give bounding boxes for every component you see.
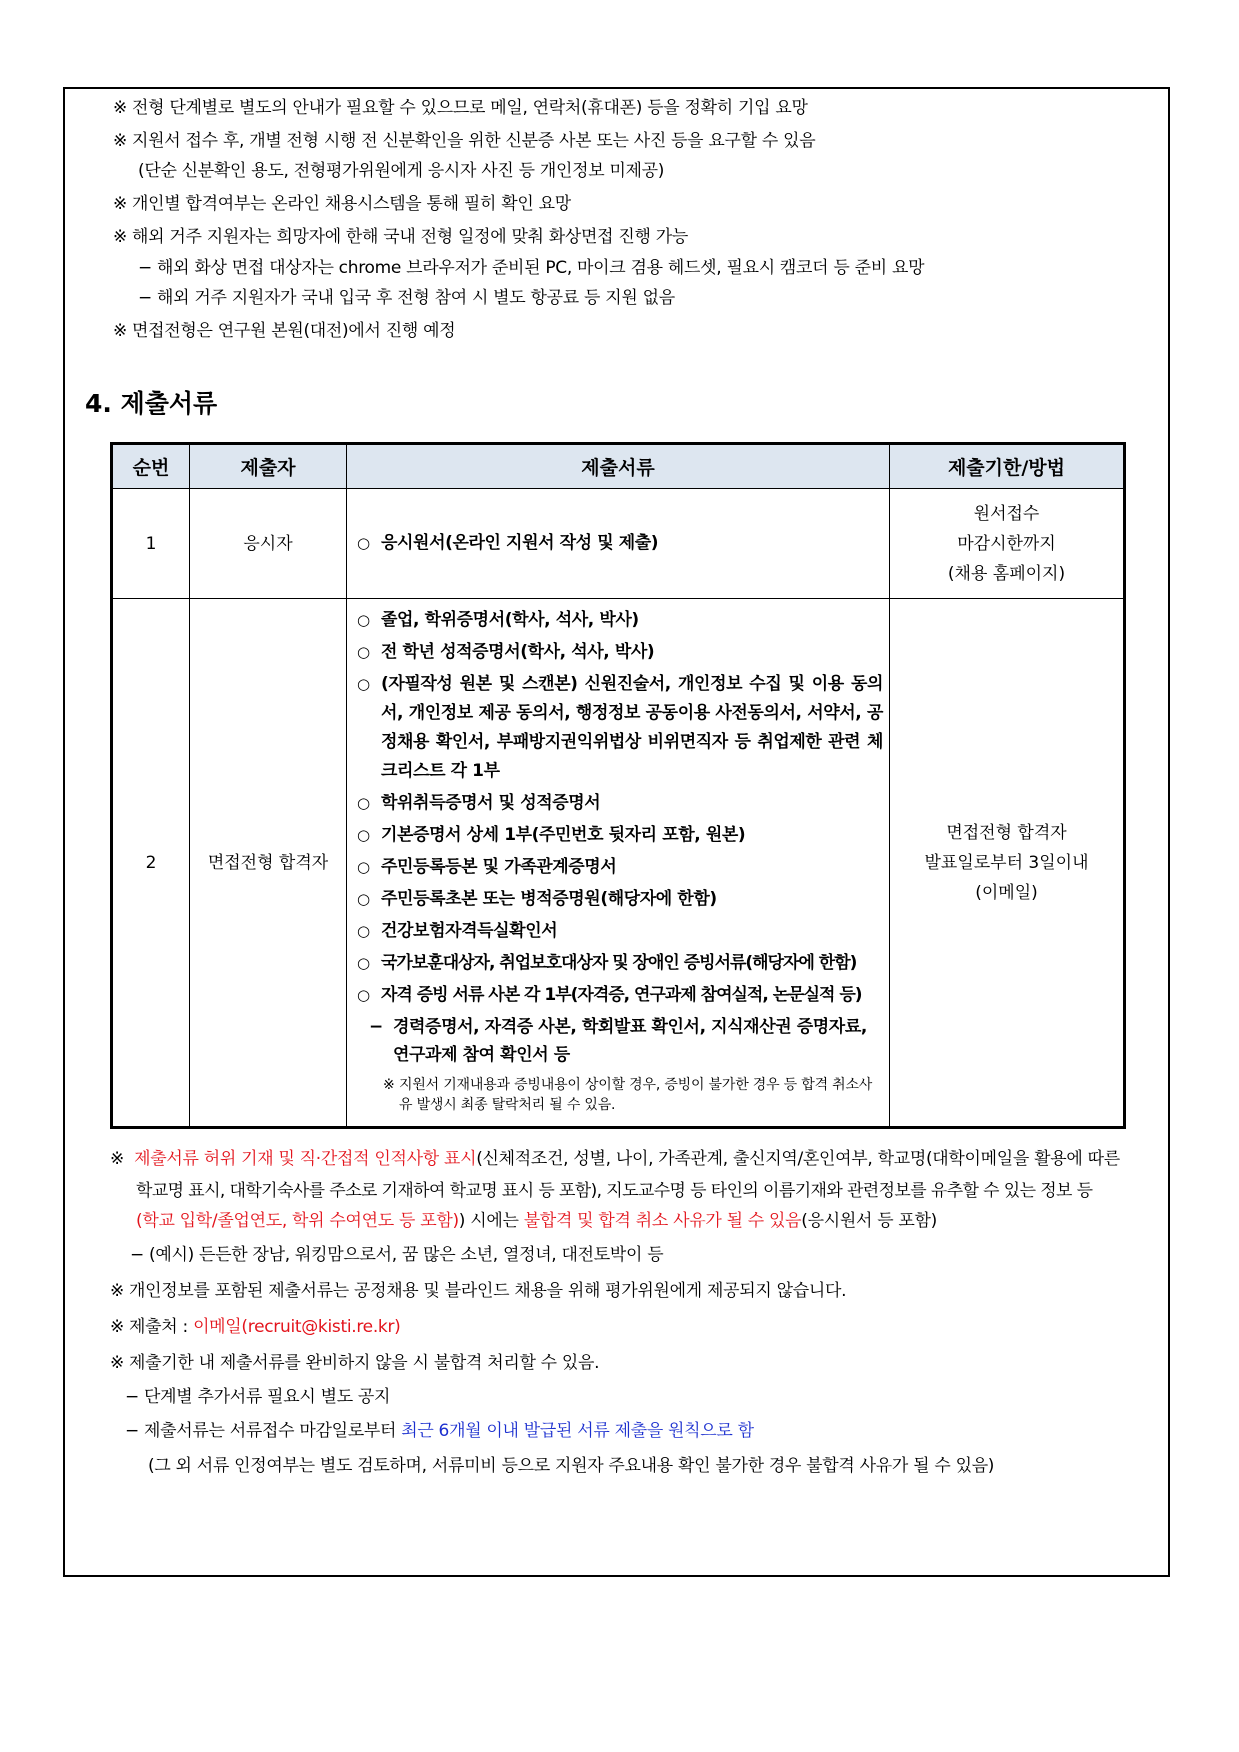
header-submitter: 제출자 [190, 444, 347, 489]
note-result-check: ※ 개인별 합격여부는 온라인 채용시스템을 통해 필히 확인 요망 [113, 194, 571, 214]
list-item: ○ 졸업, 학위증명서(학사, 석사, 박사) [357, 610, 639, 630]
list-item: ○ 주민등록등본 및 가족관계증명서 [357, 857, 617, 877]
note-id-verification: ※ 지원서 접수 후, 개별 전형 시행 전 신분확인을 위한 신분증 사본 또는 사진 등을 요구할 수 있음 [113, 131, 816, 151]
stage-note: − 단계별 추가서류 필요시 별도 공지 [125, 1387, 391, 1407]
header-deadline: 제출기한/방법 [890, 444, 1125, 489]
note-overseas-equipment: − 해외 화상 면접 대상자는 chrome 브라우저가 준비된 PC, 마이크 겸용 헤드셋, 필요시 캠코더 등 준비 요망 [138, 258, 925, 278]
example-line: − (예시) 든든한 장남, 워킹맘으로서, 꿈 많은 소년, 열정녀, 대전토박이 등 [130, 1245, 664, 1265]
list-item: ○ 주민등록초본 또는 병적증명원(해당자에 한함) [357, 889, 717, 909]
privacy-note: ※ 개인정보를 포함된 제출서류는 공정채용 및 블라인드 채용을 위해 평가위원에게 제공되지 않습니다. [110, 1281, 847, 1301]
list-item: ○ (자필작성 원본 및 스캔본) 신원진술서, 개인정보 수집 및 이용 동의서, 개인정보 제공 동의서, 행정정보 공동이용 사전동의서, 서약서, 공정채용 확인서, 부패방지권익위법상 비위면직자 등 취업제한 관련 체크리스트 각 1부 [357, 674, 883, 781]
note-overseas-interview: ※ 해외 거주 지원자는 희망자에 한해 국내 전형 일정에 맞춰 화상면접 진행 가능 [113, 227, 688, 247]
row1-documents [347, 489, 890, 599]
list-item: ○ 응시원서(온라인 지원서 작성 및 제출) [357, 533, 659, 553]
list-item: ○ 국가보훈대상자, 취업보호대상자 및 장애인 증빙서류(해당자에 한함) [357, 953, 857, 973]
table-note: ※ 지원서 기재내용과 증빙내용이 상이할 경우, 증빙이 불가한 경우 등 합격 취소사유 발생시 최종 탈락처리 될 수 있음. [383, 1077, 873, 1113]
list-item: ○ 학위취득증명서 및 성적증명서 [357, 793, 601, 813]
section-title: 4. 제출서류 [85, 389, 218, 418]
header-no: 순번 [112, 444, 190, 489]
table-header-row [112, 444, 1125, 489]
recent-docs-note: − 제출서류는 서류접수 마감일로부터 최근 6개월 이내 발급된 서류 제출을 원칙으로 함 [125, 1421, 754, 1441]
deadline-note: ※ 제출기한 내 제출서류를 완비하지 않을 시 불합격 처리할 수 있음. [110, 1353, 600, 1373]
row2-deadline: 면접전형 합격자 발표일로부터 3일이내 (이메일) [890, 599, 1125, 1128]
row1-submitter: 응시자 [190, 489, 347, 599]
row2-submitter: 면접전형 합격자 [190, 599, 347, 1128]
row2-documents [347, 599, 890, 1128]
contact-line: ※ 제출처 : 이메일(recruit@kisti.re.kr) [110, 1317, 401, 1337]
other-docs-note: (그 외 서류 인정여부는 별도 검토하며, 서류미비 등으로 지원자 주요내용 확인 불가한 경우 불합격 사유가 될 수 있음) [148, 1456, 995, 1476]
warning-line-1: ※ 제출서류 허위 기재 및 직·간접적 인적사항 표시(신체적조건, 성별, 나이, 가족관계, 출신지역/혼인여부, 학교명(대학이메일을 활용에 따른 [110, 1149, 1120, 1169]
list-item: ○ 전 학년 성적증명서(학사, 석사, 박사) [357, 642, 655, 662]
warning-line-3: (학교 입학/졸업연도, 학위 수여연도 등 포함)) 시에는 불합격 및 합격 취소 사유가 될 수 있음(응시원서 등 포함) [136, 1211, 937, 1231]
note-contact-accuracy: ※ 전형 단계별로 별도의 안내가 필요할 수 있으므로 메일, 연락처(휴대폰) 등을 정확히 기입 요망 [113, 98, 808, 118]
row2-no: 2 [112, 599, 190, 1128]
note-interview-location: ※ 면접전형은 연구원 본원(대전)에서 진행 예정 [113, 321, 456, 341]
table-row [112, 489, 1125, 599]
sub-list-item: − 경력증명서, 자격증 사본, 학회발표 확인서, 지식재산권 증명자료, 연구과제 참여 확인서 등 [369, 1017, 867, 1065]
documents-table [110, 442, 1126, 1129]
warning-line-2: 학교명 표시, 대학기숙사를 주소로 기재하여 학교명 표시 등 포함), 지도교수명 등 타인의 이름기재와 관련정보를 유추할 수 있는 정보 등 [136, 1181, 1093, 1201]
header-documents: 제출서류 [347, 444, 890, 489]
note-id-purpose: (단순 신분확인 용도, 전형평가위원에게 응시자 사진 등 개인정보 미제공) [138, 161, 665, 181]
note-overseas-airfare: − 해외 거주 지원자가 국내 입국 후 전형 참여 시 별도 항공료 등 지원 없음 [138, 288, 675, 308]
list-item: ○ 기본증명서 상세 1부(주민번호 뒷자리 포함, 원본) [357, 825, 746, 845]
list-item: ○ 자격 증빙 서류 사본 각 1부(자격증, 연구과제 참여실적, 논문실적 등) [357, 985, 862, 1005]
list-item: ○ 건강보험자격득실확인서 [357, 921, 558, 941]
row1-no: 1 [112, 489, 190, 599]
table-row [112, 599, 1125, 1128]
row1-deadline: 원서접수 마감시한까지 (채용 홈페이지) [890, 489, 1125, 599]
